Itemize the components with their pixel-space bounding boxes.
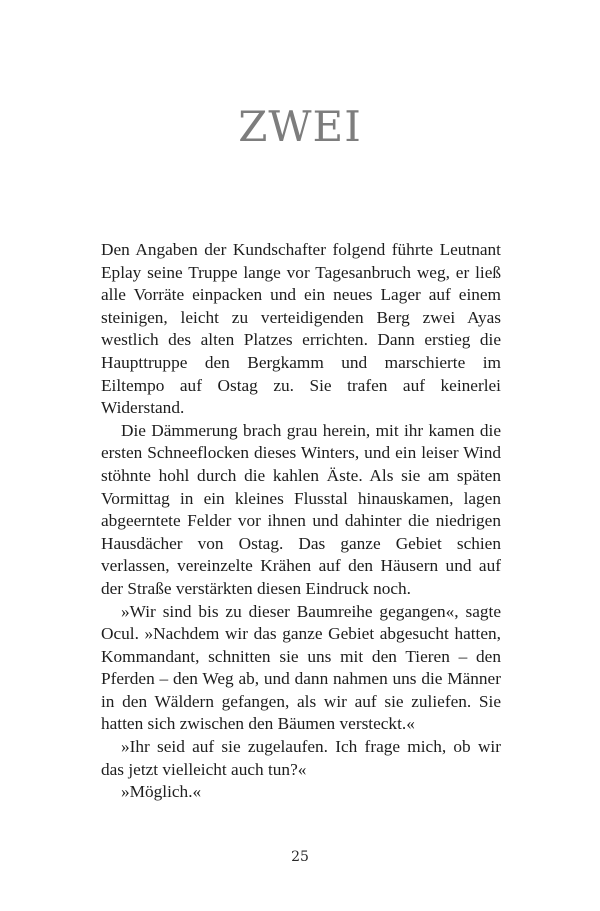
paragraph: »Möglich.« [121, 782, 202, 802]
chapter-title: ZWEI [238, 102, 362, 151]
paragraph: Die Dämmerung brach grau herein, mit ihr kamen die ersten Schneeflocken dieses Winters, und ein leiser Wind stöhnte hohl durch die kahlen Äste. Als sie am späten Vormittag in ein kleines Flusstal hinauskamen, lagen abgeerntete Felder vor ihnen und dahinter die niedrigen Hausdächer von Ostag. Das ganze Gebiet schien verlassen, vereinzelte Krähen auf den Häusern und auf der Straße verstärkten diesen Eindruck noch. [101, 420, 501, 598]
body-text [101, 239, 501, 804]
paragraph: »Ihr seid auf sie zugelaufen. Ich frage mich, ob wir das jetzt vielleicht auch tun?« [101, 737, 501, 779]
page-number: 25 [291, 849, 309, 865]
paragraph: »Wir sind bis zu dieser Baumreihe gegangen«, sagte Ocul. »Nachdem wir das ganze Gebiet abgesucht hatten, Kommandant, schnitten sie uns mit den Tieren – den Pferden – den Weg ab, und dann nahmen uns die Männer in den Wäldern gefangen, als wir auf sie zuliefen. Sie hatten sich zwischen den Bäumen versteckt.« [101, 601, 501, 734]
paragraph: Den Angaben der Kundschafter folgend führte Leutnant Eplay seine Truppe lange vor Tagesanbruch weg, er ließ alle Vorräte einpacken und ein neues Lager auf einem steinigen, leicht zu verteidigenden Berg zwei Ayas westlich des alten Platzes errichten. Dann erstieg die Haupttruppe den Bergkamm und marschierte im Eiltempo auf Ostag zu. Sie trafen auf keinerlei Widerstand. [101, 240, 501, 418]
